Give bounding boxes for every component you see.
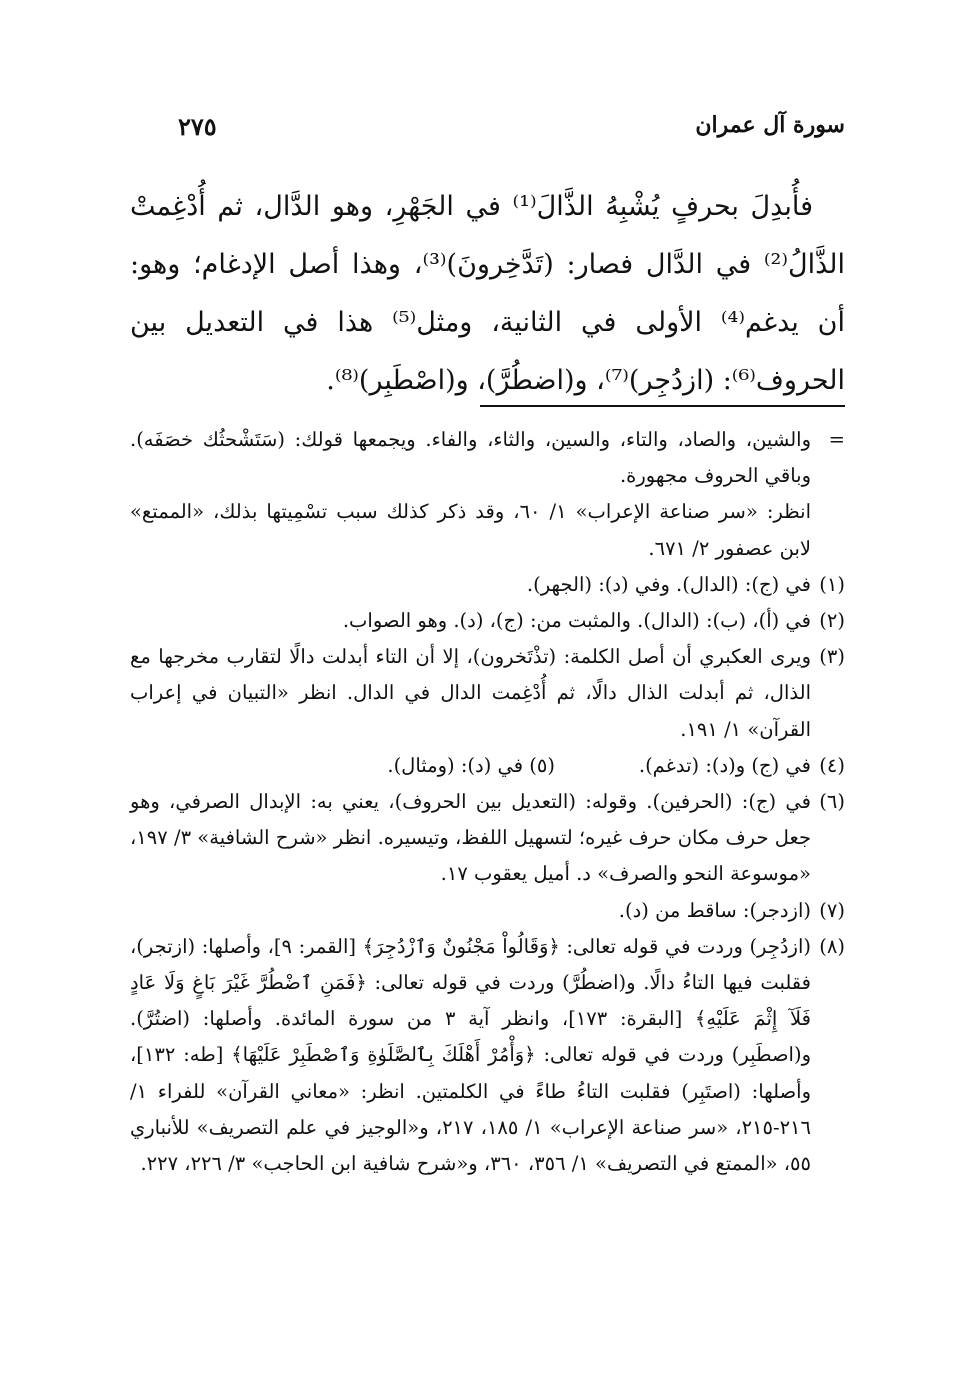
footnote-text: في (ج) و(د): (تدغم). [638,753,811,777]
footnote-marker: (٧) [819,898,845,922]
surah-title: سورة آل عمران [695,112,845,138]
footnote-marker: (٣) [819,645,845,669]
footnotes [130,422,845,1182]
continuation-marker: = [828,428,845,451]
footnote-text: (ازدجر): ساقط من (د). [618,898,811,922]
footnote-2 [130,603,845,639]
footnote-marker: (٢) [819,609,845,633]
footnote-marker: (٤) [819,753,845,777]
footnote-continuation-ref: انظر: «سر صناعة الإعراب» ١/ ٦٠، وقد ذكر كذلك سبب تسْمِيتها بذلك، «الممتع» لابن عصفور ٢/ ٦٧١. [130,500,811,560]
footnote-text: في (ج): (الدال). وفي (د): (الجهر). [526,572,811,596]
footnote-continuation [130,422,845,567]
footnote-5 [387,748,555,784]
main-paragraph: فأُبدِلَ بحرفٍ يُشْبِهُ الذَّالَ⁽¹⁾ في الجَهْرِ، وهو الدَّال، ثم أُدْغِمتْ الذَّالُ⁽²⁾ في الدَّال فصار: (تَدَّخِرونَ)⁽³⁾، وهذا أصل الإدغام؛ وهو: أن يدغم⁽⁴⁾ الأولى في الثانية، ومثل⁽⁵⁾ هذا في التعديل بين الحروف⁽⁶⁾: (ازدُجِر)⁽⁷⁾، و(اضطُرَّ)، و(اصْطَبِر)⁽⁸⁾. [130,191,845,396]
footnote-continuation-text: والشين، والصاد، والتاء، والسين، والثاء، والفاء. ويجمعها قولك: (سَتَشْحثُك خصَفَه). وباقي الحروف مجهورة. [130,428,811,488]
footnote-4-5 [130,748,845,784]
footnote-8 [130,929,845,1182]
footnote-text: في (د): (ومثال). [387,753,524,777]
footnote-separator [480,405,845,407]
footnote-text: (ازدُجِر) وردت في قوله تعالى: ﴿وَقَالُواْ مَجْنُونٌ وَٱزْدُجِرَ﴾ [القمر: ٩]، وأصلها: (ازتجر)، فقلبت فيها التاءُ دالًا. و(اضطُرَّ) وردت في قوله تعالى: ﴿فَمَنِ ٱضْطُرَّ غَيْرَ بَاغٍ وَلَا عَادٍ فَلَآ إِثْمَ عَلَيْهِ﴾ [البقرة: ١٧٣]، وانظر آية ٣ من سورة المائدة. وأصلها: (اضتُرَّ). و(اصطَبِر) وردت في قوله تعالى: ﴿وَأْمُرْ أَهْلَكَ بِٱلصَّلَوٰةِ وَٱصْطَبِرْ عَلَيْهَا﴾ [طه: ١٣٢]، وأصلها: (اصتَبِر) فقلبت التاءُ طاءً في الكلمتين. انظر: «معاني القرآن» للفراء ١/ ٢١٦-٢١٥، «سر صناعة الإعراب» ١/ ١٨٥، ٢١٧، و«الوجيز في علم التصريف» للأنباري ٥٥، «الممتع في التصريف» ١/ ٣٥٦، ٣٦٠، و«شرح شافية ابن الحاجب» ٣/ ٢٢٦، ٢٢٧. [130,934,811,1176]
footnote-3 [130,639,845,748]
footnote-text: في (أ)، (ب): (الدال). والمثبت من: (ج)، (د). وهو الصواب. [342,609,811,633]
footnote-text: في (ج): (الحرفين). وقوله: (التعديل بين الحروف)، يعني به: الإبدال الصرفي، وهو جعل حرف مكان حرف غيره؛ لتسهيل اللفظ، وتيسيره. انظر «شرح الشافية» ٣/ ١٩٧، «موسوعة النحو والصرف» د. أميل يعقوب ١٧. [130,790,811,886]
footnote-marker: (٨) [819,934,845,958]
footnote-7 [130,893,845,929]
footnote-text: ويرى العكبري أن أصل الكلمة: (تذْتَخرون)، إلا أن التاء أبدلت دالًا لتقارب مخرجها مع الذال، ثم أبدلت الذال دالًا، ثم أُدْغِمت الدال في الدال. انظر «التبيان في إعراب القرآن» ١/ ١٩١. [130,645,811,741]
page-number: ٢٧٥ [178,112,217,141]
footnote-marker: (٦) [819,790,845,814]
page-header [130,112,845,152]
footnote-marker: (١) [819,572,845,596]
main-text [130,178,845,410]
footnote-marker: (٥) [529,753,555,777]
footnote-6 [130,784,845,893]
footnote-1 [130,567,845,603]
